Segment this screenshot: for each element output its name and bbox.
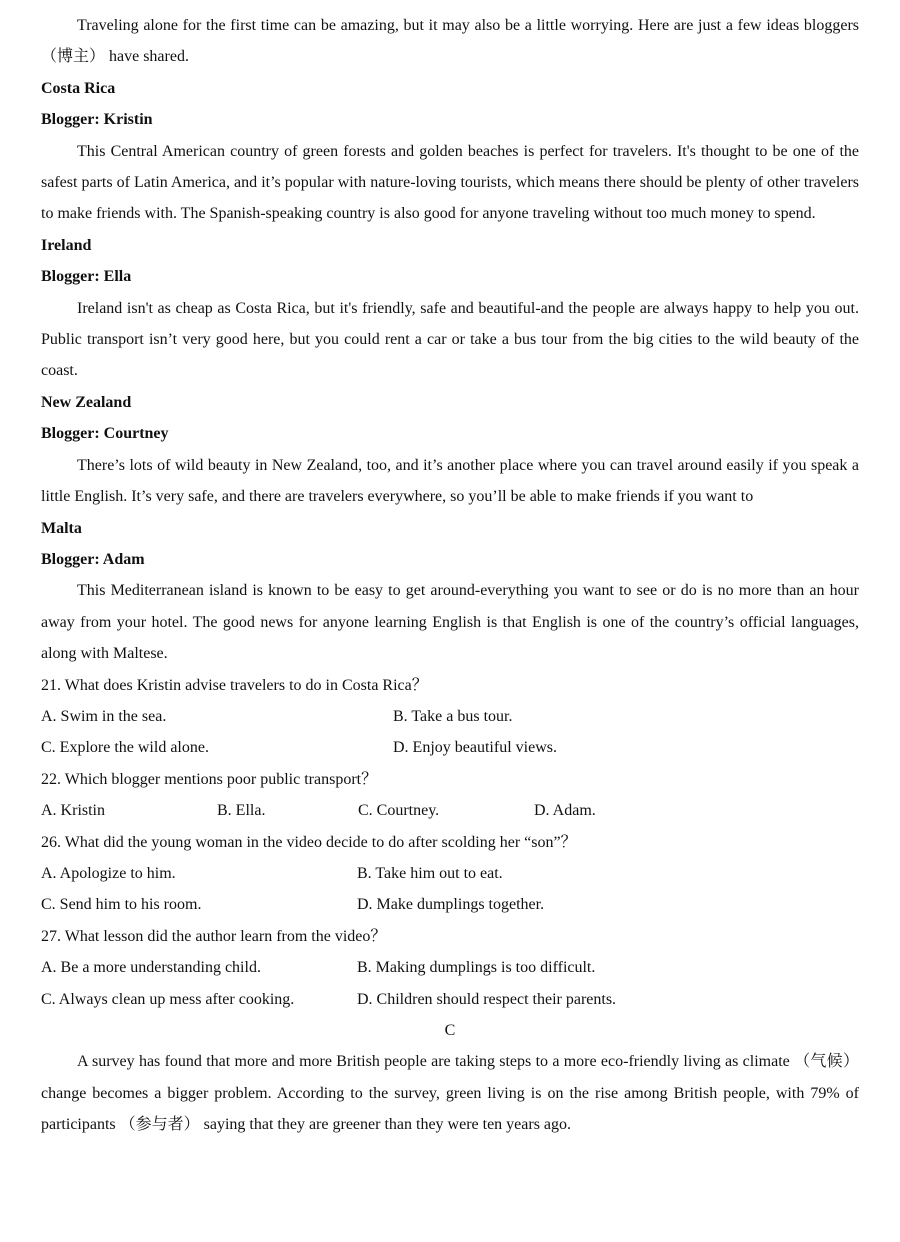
question-27-option-c: C. Always clean up mess after cooking. [41,990,295,1008]
question-26-option-b: B. Take him out to eat. [357,864,503,882]
blogger-name-courtney: Blogger: Courtney [41,425,169,443]
question-21-option-a: A. Swim in the sea. [41,707,167,725]
question-26-stem: 26. What did the young woman in the video decide to do after scolding her “son”？ [41,833,577,851]
question-22-stem: 22. Which blogger mentions poor public transport？ [41,770,378,788]
question-21-option-b: B. Take a bus tour. [393,707,513,725]
question-26-option-d: D. Make dumplings together. [357,896,545,914]
section-heading-costa-rica: Costa Rica [41,79,116,97]
question-27-options-row-1 [41,952,859,983]
section-paragraph-new-zealand: There’s lots of wild beauty in New Zealand, too, and it’s another place where you can travel around easily if you speak a little English. It’s very safe, and there are travelers everywhere, so you’ll be able to make friends if you want to [41,456,859,506]
question-21-options-row-2 [41,732,859,763]
section-paragraph-ireland: Ireland isn't as cheap as Costa Rica, but it's friendly, safe and beautiful-and the people are always happy to help you out. Public transport isn’t very good here, but you could rent a car or take a bus tour from the big cities to the wild beauty of the coast. [41,299,859,380]
intro-paragraph: Traveling alone for the first time can be amazing, but it may also be a little worrying. Here are just a few ideas bloggers （博主） have shared. [41,17,859,66]
blogger-name-ella: Blogger: Ella [41,268,132,286]
question-27-option-a: A. Be a more understanding child. [41,959,261,977]
section-c-paragraph: A survey has found that more and more British people are taking steps to a more eco-friendly living as climate （气候） change becomes a bigger problem. According to the survey, green living is on the rise among British people, with 79% of participants （参与者） saying that they are greener than they were ten years ago. [41,1053,859,1134]
question-22-option-b: B. Ella. [217,802,266,820]
section-heading-malta: Malta [41,519,82,537]
section-c-label: C [444,1022,456,1039]
question-21-option-c: C. Explore the wild alone. [41,739,209,757]
blogger-name-kristin: Blogger: Kristin [41,111,153,129]
section-heading-ireland: Ireland [41,236,92,254]
section-paragraph-costa-rica: This Central American country of green forests and golden beaches is perfect for travelers. It's thought to be one of the safest parts of Latin America, and it’s popular with nature-loving tourists, which means there should be plenty of other travelers to make friends with. The Spanish-speaking country is also good for anyone traveling without too much money to spend. [41,142,859,223]
section-heading-new-zealand: New Zealand [41,393,132,411]
question-21-options-row-1 [41,701,859,732]
document-page [41,10,859,1141]
section-paragraph-malta: This Mediterranean island is known to be easy to get around-everything you want to see or do is no more than an hour away from your hotel. The good news for anyone learning English is that English is one of the country’s official languages, along with Maltese. [41,582,859,663]
question-22-options-row [41,795,859,826]
question-22-option-c: C. Courtney. [358,802,440,820]
blogger-name-adam: Blogger: Adam [41,550,145,568]
question-27-options-row-2 [41,984,859,1015]
question-22-option-d: D. Adam. [534,802,596,820]
question-27-option-b: B. Making dumplings is too difficult. [357,959,596,977]
question-26-option-a: A. Apologize to him. [41,864,176,882]
question-21-option-d: D. Enjoy beautiful views. [393,739,557,757]
question-26-option-c: C. Send him to his room. [41,896,202,914]
question-26-options-row-2 [41,889,859,920]
question-21-stem: 21. What does Kristin advise travelers to do in Costa Rica？ [41,676,428,694]
question-27-stem: 27. What lesson did the author learn from the video？ [41,927,387,945]
question-26-options-row-1 [41,858,859,889]
question-27-option-d: D. Children should respect their parents. [357,990,617,1008]
question-22-option-a: A. Kristin [41,802,105,820]
